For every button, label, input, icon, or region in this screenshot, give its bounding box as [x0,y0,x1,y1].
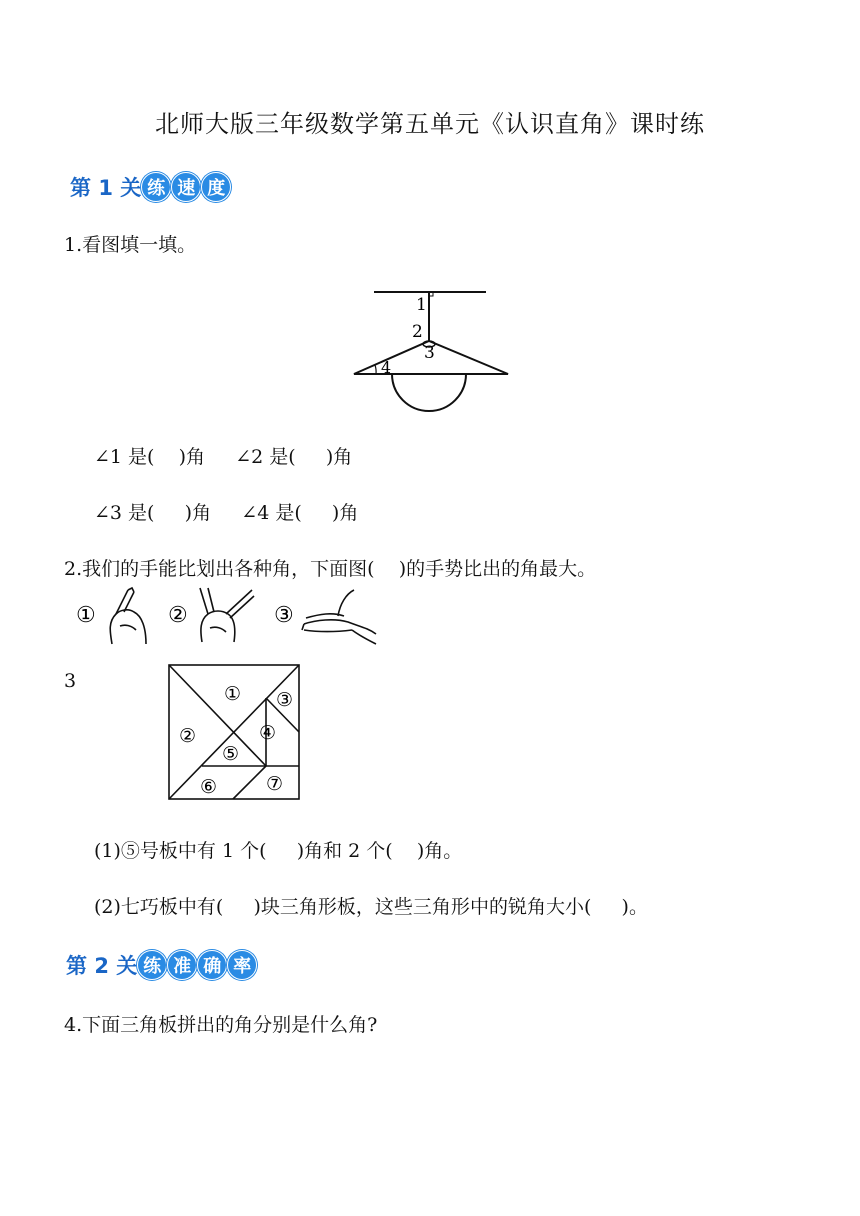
tangram-label: ⑥ [200,776,218,798]
tangram-label: ③ [276,689,294,711]
angle-label: 2 [412,322,423,342]
lamp-figure [350,286,512,446]
tangram-label: ④ [259,722,277,744]
tangram-label: ② [179,725,197,747]
page-title: 北师大版三年级数学第五单元《认识直角》课时练 [155,110,705,138]
angle-label: 3 [424,343,435,363]
hand-gestures-figure [76,584,386,650]
angle-label: 4 [381,358,392,377]
gesture-label: ① [76,603,96,628]
hand-gesture-1-icon [110,588,146,644]
gesture-label: ② [168,603,188,628]
q1-blank-line-1: ∠1 是( )角 ∠2 是( )角 [94,446,353,468]
tangram-figure [166,662,302,802]
section-bubble: 速 [171,172,201,202]
section-bubble: 准 [167,950,197,980]
question-2: 2.我们的手能比划出各种角，下面图( )的手势比出的角最大。 [64,558,597,580]
q3-sub-1: (1)⑤号板中有 1 个( )角和 2 个( )角。 [94,840,463,862]
gesture-label: ③ [274,603,294,628]
section-bubble: 度 [201,172,231,202]
section-label: 第 1 关 [70,176,142,200]
tangram-label: ⑤ [222,743,240,765]
hand-gesture-2-icon [200,588,254,642]
section-bubble: 练 [141,172,171,202]
section-bubble: 率 [227,950,257,980]
section-header-2 [66,950,257,980]
q3-sub-2: (2)七巧板中有( )块三角形板，这些三角形中的锐角大小( )。 [94,896,648,918]
section-bubble: 确 [197,950,227,980]
section-bubble: 练 [137,950,167,980]
section-label: 第 2 关 [66,954,138,978]
hand-gesture-3-icon [302,590,376,644]
q1-blank-line-2: ∠3 是( )角 ∠4 是( )角 [94,502,359,524]
section-header-1 [70,172,231,202]
question-1: 1.看图填一填。 [64,234,197,256]
question-4: 4.下面三角板拼出的角分别是什么角? [64,1014,378,1036]
question-3-number: 3 [64,670,77,692]
tangram-label: ⑦ [266,773,284,795]
tangram-label: ① [224,683,242,705]
angle-label: 1 [416,295,427,315]
